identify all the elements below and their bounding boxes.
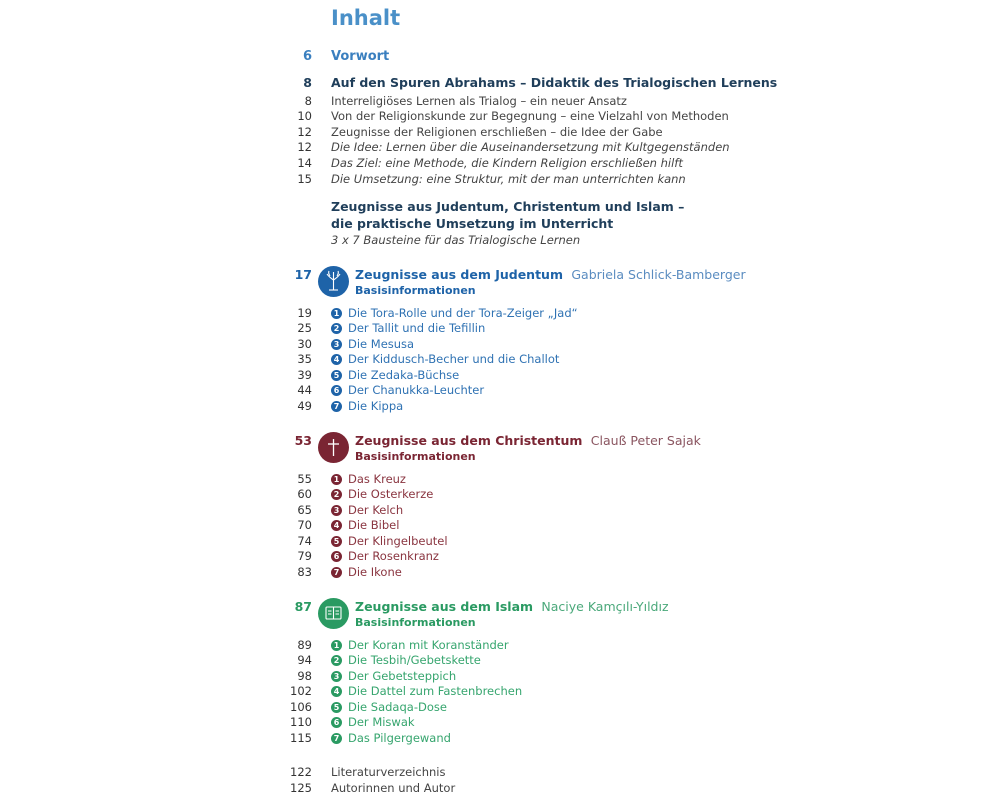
toc-page-number: 60 (297, 487, 312, 501)
toc-entry: Die Idee: Lernen über die Auseinandersetzung mit Kultgegenständen (331, 140, 730, 154)
toc-page-number: 79 (297, 549, 312, 563)
toc-page-number: 44 (297, 383, 312, 397)
number-badge: 7 (331, 401, 342, 412)
toc-page-number: 39 (297, 368, 312, 382)
umsetzung-heading-line2: die praktische Umsetzung im Unterricht (331, 216, 614, 231)
toc-page-number: 98 (297, 669, 312, 683)
number-badge: 2 (331, 655, 342, 666)
christentum-author: Clauß Peter Sajak (590, 433, 701, 448)
toc-entry: Die Tora-Rolle und der Tora-Zeiger „Jad“ (348, 306, 578, 320)
islam-title: Zeugnisse aus dem Islam (355, 599, 534, 614)
toc-page-number: 106 (290, 700, 312, 714)
toc-page-number: 65 (297, 503, 312, 517)
toc-page-number: 94 (297, 653, 312, 667)
islam-basis: Basisinformationen (355, 616, 476, 629)
vorwort-heading: Vorwort (331, 49, 390, 64)
toc-entry: Der Miswak (348, 715, 415, 729)
toc-page-number: 115 (290, 731, 312, 745)
toc-entry: Die Kippa (348, 399, 404, 413)
toc-page-number: 110 (290, 715, 312, 729)
toc-page-number: 89 (297, 638, 312, 652)
toc-entry: Der Kiddusch-Becher und die Challot (348, 352, 560, 366)
number-badge: 6 (331, 717, 342, 728)
toc-page-number: 12 (297, 140, 312, 154)
number-badge: 5 (331, 536, 342, 547)
number-badge: 3 (331, 671, 342, 682)
toc-page-number: 10 (297, 109, 312, 123)
autoren-entry: Autorinnen und Autor (331, 781, 456, 795)
toc-entry: Die Dattel zum Fastenbrechen (348, 684, 523, 698)
islam-author: Naciye Kamçılı-Yıldız (541, 599, 669, 614)
toc-page-number: 55 (297, 472, 312, 486)
toc-entry: Der Klingelbeutel (348, 534, 448, 548)
toc-entry: Die Bibel (348, 518, 400, 532)
literaturverzeichnis-entry: Literaturverzeichnis (331, 765, 446, 779)
toc-page-number: 30 (297, 337, 312, 351)
number-badge: 4 (331, 354, 342, 365)
toc-page-number: 122 (290, 765, 312, 779)
didaktik-page: 8 (303, 75, 312, 90)
christentum-basis: Basisinformationen (355, 450, 476, 463)
toc-entry: Das Kreuz (348, 472, 406, 486)
number-badge: 5 (331, 702, 342, 713)
toc-page-number: 49 (297, 399, 312, 413)
toc-entry: Die Sadaqa-Dose (348, 700, 447, 714)
judentum-author: Gabriela Schlick-Bamberger (571, 267, 746, 282)
islam-heading (355, 599, 669, 614)
toc-entry: Die Osterkerze (348, 487, 434, 501)
judentum-basis: Basisinformationen (355, 284, 476, 297)
toc-entry: Die Ikone (348, 565, 402, 579)
christentum-heading (355, 433, 701, 448)
toc-page-number: 15 (297, 172, 312, 186)
number-badge: 1 (331, 308, 342, 319)
cross-icon (318, 432, 349, 463)
toc-page-number: 14 (297, 156, 312, 170)
toc-entry: Interreligiöses Lernen als Trialog – ein neuer Ansatz (331, 94, 627, 108)
toc-page-number: 19 (297, 306, 312, 320)
number-badge: 1 (331, 474, 342, 485)
number-badge: 5 (331, 370, 342, 381)
didaktik-heading: Auf den Spuren Abrahams – Didaktik des Trialogischen Lernens (331, 75, 778, 90)
toc-entry: Der Gebetsteppich (348, 669, 457, 683)
toc-page-number: 35 (297, 352, 312, 366)
toc-entry: Die Tesbih/Gebetskette (348, 653, 481, 667)
islam-page: 87 (294, 599, 312, 614)
toc-entry: Das Pilgergewand (348, 731, 451, 745)
christentum-page: 53 (294, 433, 312, 448)
toc-page-number: 70 (297, 518, 312, 532)
christentum-title: Zeugnisse aus dem Christentum (355, 433, 583, 448)
toc-entry: Von der Religionskunde zur Begegnung – eine Vielzahl von Methoden (331, 109, 729, 123)
toc-entry: Die Umsetzung: eine Struktur, mit der man unterrichten kann (331, 172, 686, 186)
toc-page-number: 102 (290, 684, 312, 698)
toc-entry: Die Mesusa (348, 337, 415, 351)
toc-page-number: 12 (297, 125, 312, 139)
toc-page-number: 8 (304, 94, 312, 108)
judentum-title: Zeugnisse aus dem Judentum (355, 267, 563, 282)
umsetzung-subtitle: 3 x 7 Bausteine für das Trialogische Lernen (331, 233, 581, 247)
toc-entry: Der Chanukka-Leuchter (348, 383, 485, 397)
toc-entry: Der Rosenkranz (348, 549, 439, 563)
toc-page-number: 25 (297, 321, 312, 335)
toc-entry: Zeugnisse der Religionen erschließen – die Idee der Gabe (331, 125, 663, 139)
number-badge: 4 (331, 520, 342, 531)
number-badge: 6 (331, 551, 342, 562)
number-badge: 1 (331, 640, 342, 651)
umsetzung-heading-line1: Zeugnisse aus Judentum, Christentum und Islam – (331, 199, 685, 214)
book-icon (318, 598, 349, 629)
number-badge: 7 (331, 733, 342, 744)
number-badge: 2 (331, 323, 342, 334)
toc-page-number: 74 (297, 534, 312, 548)
page-title: Inhalt (331, 6, 401, 30)
toc-entry: Der Kelch (348, 503, 404, 517)
judentum-page: 17 (294, 267, 312, 282)
number-badge: 2 (331, 489, 342, 500)
tree-icon (318, 266, 349, 297)
toc-entry: Der Koran mit Koranständer (348, 638, 509, 652)
judentum-heading (355, 267, 746, 282)
toc-entry: Das Ziel: eine Methode, die Kindern Religion erschließen hilft (331, 156, 683, 170)
number-badge: 4 (331, 686, 342, 697)
number-badge: 7 (331, 567, 342, 578)
toc-entry: Der Tallit und die Tefillin (348, 321, 486, 335)
number-badge: 3 (331, 339, 342, 350)
vorwort-page: 6 (302, 49, 312, 64)
number-badge: 6 (331, 385, 342, 396)
toc-page-number: 125 (290, 781, 312, 795)
toc-entry: Die Zedaka-Büchse (348, 368, 460, 382)
toc-page-number: 83 (297, 565, 312, 579)
number-badge: 3 (331, 505, 342, 516)
